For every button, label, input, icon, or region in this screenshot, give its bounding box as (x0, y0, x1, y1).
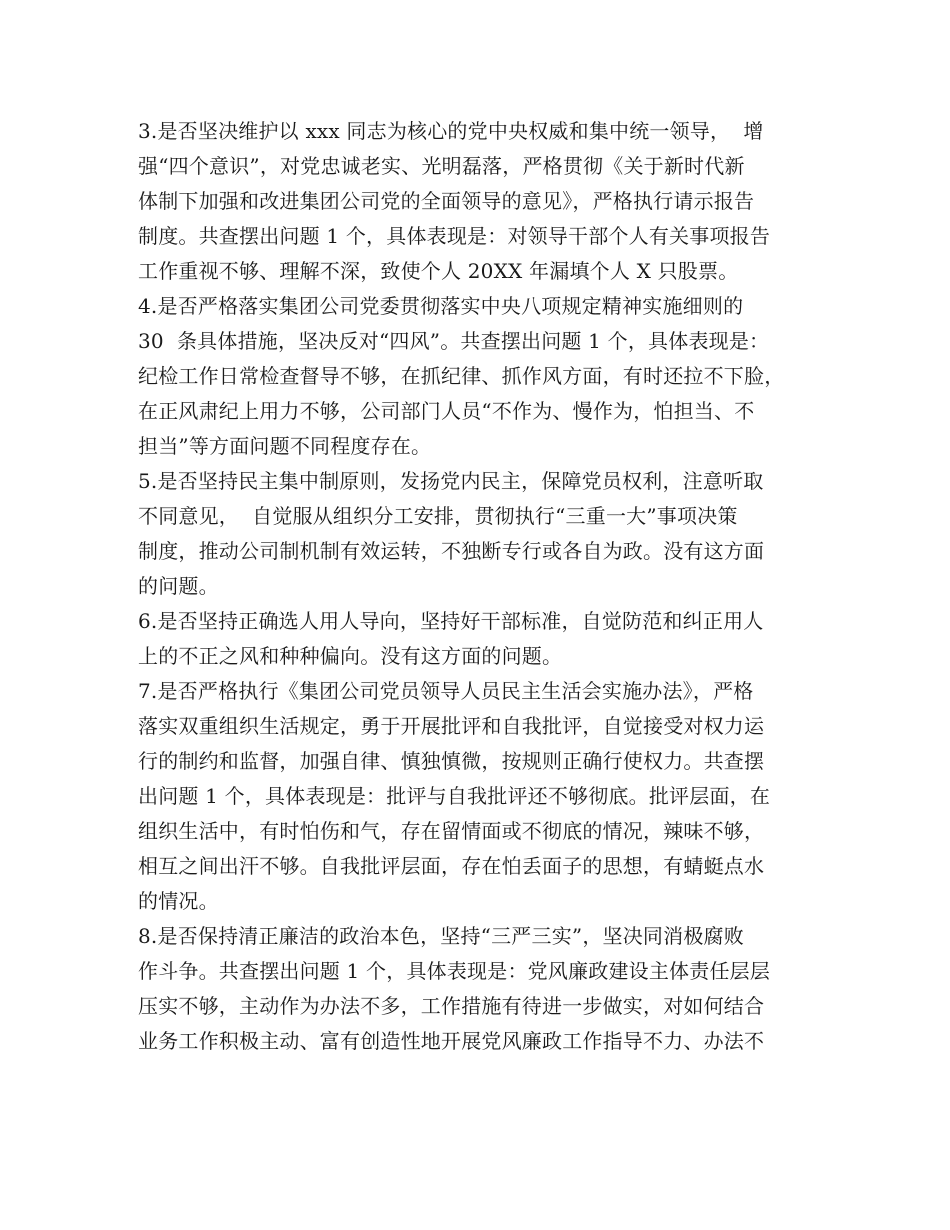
text-line: 工作重视不够、理解不深，致使个人 20XX 年漏填个人 X 只股票。 (138, 259, 739, 283)
text-line: 相互之间出汗不够。自我批评层面，存在怕丢面子的思想，有蜻蜓点水 (138, 854, 765, 878)
text-line: 纪检工作日常检查督导不够，在抓纪律、抓作风方面，有时还拉不下脸， (138, 364, 785, 388)
text-line: 5.是否坚持民主集中制原则，发扬党内民主，保障党员权利，注意听取 (138, 469, 764, 493)
text-line: 制度，推动公司制机制有效运转，不独断专行或各自为政。没有这方面 (138, 539, 765, 563)
text-line: 8.是否保持清正廉洁的政治本色，坚持“三严三实”，坚决同消极腐败 (138, 924, 744, 948)
text-line: 落实双重组织生活规定，勇于开展批评和自我批评，自觉接受对权力运 (138, 714, 765, 738)
text-line: 业务工作积极主动、富有创造性地开展党风廉政工作指导不力、办法不 (138, 1029, 765, 1053)
text-line: 出问题 1 个，具体表现是：批评与自我批评还不够彻底。批评层面，在 (138, 784, 771, 808)
text-line: 上的不正之风和种种偏向。没有这方面的问题。 (138, 644, 563, 668)
document-body (138, 114, 818, 1059)
text-line: 在正风肃纪上用力不够，公司部门人员“不作为、慢作为，怕担当、不 (138, 399, 755, 423)
text-line: 3.是否坚决维护以 xxx 同志为核心的党中央权威和集中统一领导， 增 (138, 119, 764, 143)
text-line: 不同意见， 自觉服从组织分工安排，贯彻执行“三重一大”事项决策 (138, 504, 738, 528)
text-line: 7.是否严格执行《集团公司党员领导人员民主生活会实施办法》，严格 (138, 679, 754, 703)
text-line: 组织生活中，有时怕伤和气，存在留情面或不彻底的情况，辣味不够， (138, 819, 765, 843)
text-line: 4.是否严格落实集团公司党委贯彻落实中央八项规定精神实施细则的 (138, 294, 744, 318)
text-line: 强“四个意识”，对党忠诚老实、光明磊落，严格贯彻《关于新时代新 (138, 154, 745, 178)
text-line: 的问题。 (138, 574, 219, 598)
text-line: 行的制约和监督，加强自律、慎独慎微，按规则正确行使权力。共查摆 (138, 749, 765, 773)
text-line: 体制下加强和改进集团公司党的全面领导的意见》，严格执行请示报告 (138, 189, 755, 213)
text-line: 6.是否坚持正确选人用人导向，坚持好干部标准，自觉防范和纠正用人 (138, 609, 764, 633)
text-line: 担当”等方面问题不同程度存在。 (138, 434, 432, 458)
text-line: 30 条具体措施，坚决反对“四风”。共查摆出问题 1 个，具体表现是： (138, 329, 770, 353)
text-line: 作斗争。共查摆出问题 1 个，具体表现是：党风廉政建设主体责任层层 (138, 959, 771, 983)
text-line: 的情况。 (138, 889, 219, 913)
text-line: 制度。共查摆出问题 1 个，具体表现是：对领导干部个人有关事项报告 (138, 224, 771, 248)
text-line: 压实不够，主动作为办法不多，工作措施有待进一步做实，对如何结合 (138, 994, 765, 1018)
